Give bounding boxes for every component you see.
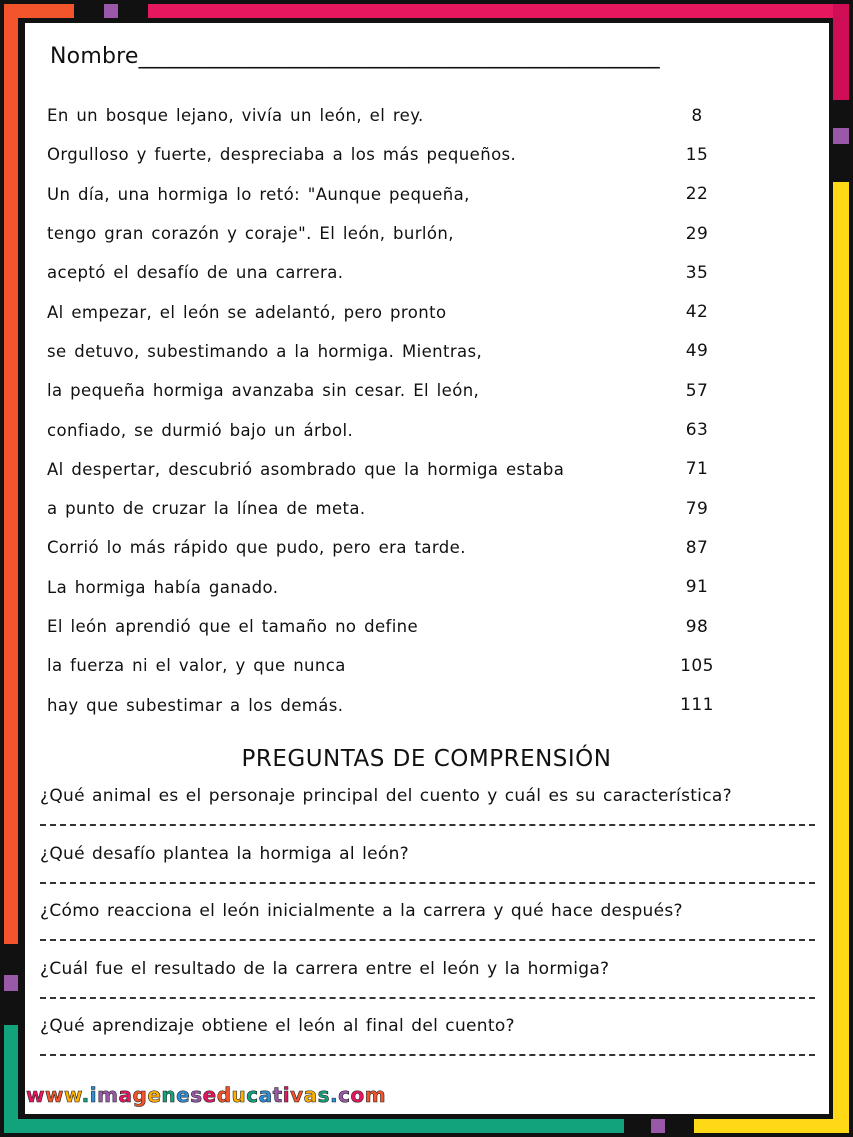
story-line-text: hay que subestimar a los demás. xyxy=(47,695,344,715)
question-item xyxy=(40,786,815,844)
question-item xyxy=(40,844,815,902)
questions-title: PREGUNTAS DE COMPRENSIÓN xyxy=(241,746,612,772)
question-text: ¿Cuál fue el resultado de la carrera entre el león y la hormiga? xyxy=(40,958,610,979)
story-line xyxy=(47,568,747,607)
answer-line[interactable] xyxy=(40,939,815,941)
name-blank: ____________________________________________________ xyxy=(138,44,659,69)
story-line-text: tengo gran corazón y coraje". El león, burlón, xyxy=(47,224,454,244)
website-watermark: www.imageneseducativas.com xyxy=(26,1083,387,1107)
story-line-text: la fuerza ni el valor, y que nunca xyxy=(47,656,346,676)
word-count: 29 xyxy=(685,223,709,244)
question-item xyxy=(40,959,815,1017)
story-line-text: Al empezar, el león se adelantó, pero pronto xyxy=(47,302,447,322)
word-count: 63 xyxy=(685,420,709,441)
story-line-text: La hormiga había ganado. xyxy=(47,577,279,597)
word-count: 57 xyxy=(685,380,709,401)
story-line xyxy=(47,410,747,449)
word-count: 105 xyxy=(680,655,714,676)
story-line xyxy=(47,214,747,253)
word-count: 79 xyxy=(685,498,709,519)
reading-passage xyxy=(47,96,747,725)
word-count: 98 xyxy=(685,616,709,637)
story-line-text: Al despertar, descubrió asombrado que la hormiga estaba xyxy=(47,459,565,479)
word-count: 8 xyxy=(691,105,703,126)
story-line xyxy=(47,450,747,489)
story-line-text: aceptó el desafío de una carrera. xyxy=(47,263,344,283)
story-line xyxy=(47,253,747,292)
story-line xyxy=(47,332,747,371)
answer-line[interactable] xyxy=(40,882,815,884)
story-line xyxy=(47,371,747,410)
story-line xyxy=(47,685,747,724)
word-count: 42 xyxy=(685,302,709,323)
question-text: ¿Qué aprendizaje obtiene el león al final del cuento? xyxy=(40,1016,515,1036)
story-line-text: la pequeña hormiga avanzaba sin cesar. El león, xyxy=(47,381,480,401)
story-line xyxy=(47,607,747,646)
name-label: Nombre xyxy=(50,44,139,69)
question-item xyxy=(40,1016,815,1074)
word-count: 15 xyxy=(685,144,709,165)
question-item xyxy=(40,901,815,959)
word-count: 22 xyxy=(685,184,709,205)
question-text: ¿Qué desafío plantea la hormiga al león? xyxy=(40,843,409,864)
story-line-text: confiado, se durmió bajo un árbol. xyxy=(47,420,354,440)
story-line-text: se detuvo, subestimando a la hormiga. Mientras, xyxy=(47,341,483,361)
story-line xyxy=(47,135,747,174)
questions-list xyxy=(40,786,815,1074)
story-line-text: a punto de cruzar la línea de meta. xyxy=(47,499,366,519)
story-line xyxy=(47,96,747,135)
word-count: 111 xyxy=(680,695,714,716)
question-text: ¿Cómo reacciona el león inicialmente a la carrera y qué hace después? xyxy=(40,901,683,921)
answer-line[interactable] xyxy=(40,1054,815,1056)
word-count: 35 xyxy=(685,262,709,283)
answer-line[interactable] xyxy=(40,997,815,999)
answer-line[interactable] xyxy=(40,824,815,826)
story-line xyxy=(47,175,747,214)
story-line-text: En un bosque lejano, vivía un león, el rey. xyxy=(47,106,424,126)
story-line-text: Un día, una hormiga lo retó: "Aunque pequeña, xyxy=(47,184,470,204)
story-line xyxy=(47,528,747,567)
word-count: 91 xyxy=(685,577,709,598)
word-count: 87 xyxy=(685,537,709,558)
name-field[interactable] xyxy=(50,44,659,69)
story-line xyxy=(47,646,747,685)
question-text: ¿Qué animal es el personaje principal del cuento y cuál es su característica? xyxy=(40,786,732,806)
story-line-text: El león aprendió que el tamaño no define xyxy=(47,617,419,636)
word-count: 71 xyxy=(685,459,709,480)
story-line-text: Orgulloso y fuerte, despreciaba a los más pequeños. xyxy=(47,145,517,165)
word-count: 49 xyxy=(685,341,709,362)
story-line xyxy=(47,489,747,528)
story-line-text: Corrió lo más rápido que pudo, pero era tarde. xyxy=(47,538,466,558)
story-line xyxy=(47,292,747,331)
